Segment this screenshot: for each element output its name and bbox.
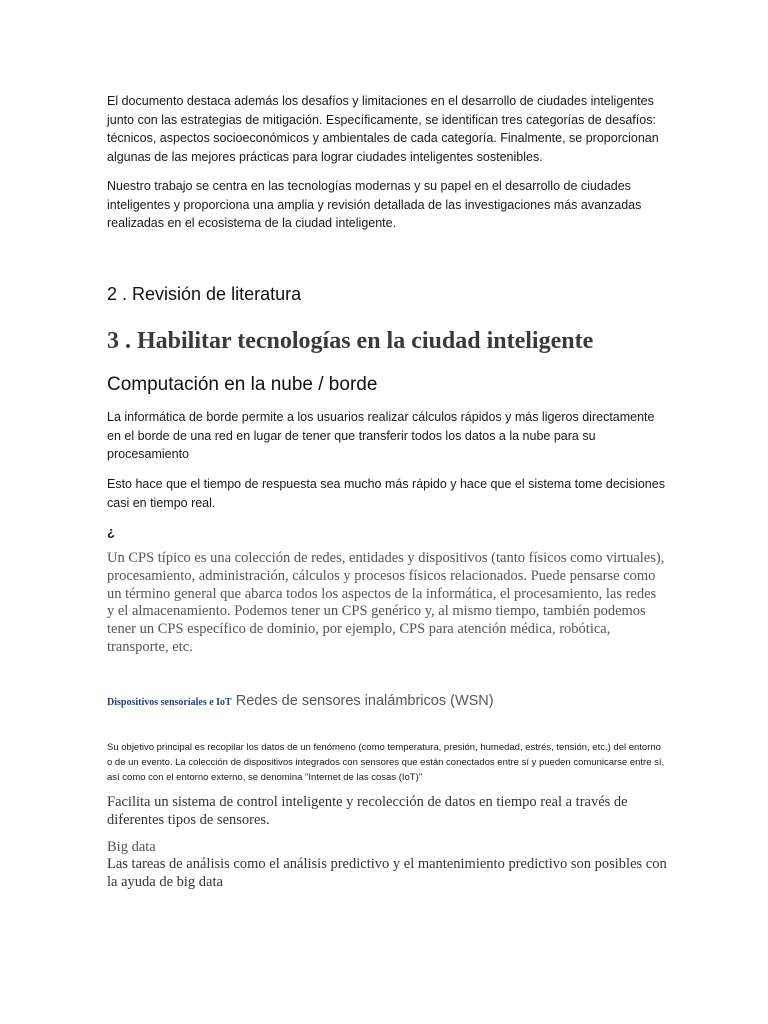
- big-data-title: Big data: [107, 839, 156, 855]
- heading-enabling-technologies: 3 . Habilitar tecnologías en la ciudad inteligente: [107, 328, 594, 354]
- iot-heading-row: [107, 692, 667, 710]
- cloud-paragraph-2: Esto hace que el tiempo de respuesta sea mucho más rápido y hace que el sistema tome decisiones casi en tiempo real.: [107, 477, 665, 510]
- question-mark: ¿: [107, 524, 115, 539]
- subheading-cloud-edge: Computación en la nube / borde: [107, 374, 378, 395]
- iot-paragraph: Su objetivo principal es recopilar los datos de un fenómeno (como temperatura, presión, humedad, estrés, tensión, etc.) del entorno o de un evento. La colección de dispositivos integrados con sensores que están conectados entre sí y pueden comunicarse entre sí, así como con el entorno externo, se denomina "Internet de las cosas (IoT)": [107, 742, 665, 783]
- wsn-label: Redes de sensores inalámbricos (WSN): [235, 693, 494, 709]
- big-data-paragraph: Las tareas de análisis como el análisis predictivo y el mantenimiento predictivo son posibles con la ayuda de big data: [107, 856, 667, 890]
- cps-paragraph: Un CPS típico es una colección de redes, entidades y dispositivos (tanto físicos como virtuales), procesamiento, administración, cálculos y procesos físicos relacionados. Puede pensarse como un término general que abarca todos los aspectos de la informática, el procesamiento, las redes y el almacenamiento. Podemos tener un CPS genérico y, al mismo tiempo, también podemos tener un CPS específico de dominio, por ejemplo, CPS para atención médica, robótica, transporte, etc.: [107, 550, 665, 655]
- intro-paragraph-1: El documento destaca además los desafíos y limitaciones en el desarrollo de ciudades inteligentes junto con las estrategias de mitigación. Específicamente, se identifican tres categorías de desafíos: técnicos, aspectos socioeconómicos y ambientales de cada categoría. Finalmente, se proporcionan algunas de las mejores prácticas para lograr ciudades inteligentes sostenibles.: [107, 94, 659, 164]
- control-paragraph: Facilita un sistema de control inteligente y recolección de datos en tiempo real a través de diferentes tipos de sensores.: [107, 794, 628, 828]
- intro-paragraph-2: Nuestro trabajo se centra en las tecnologías modernas y su papel en el desarrollo de ciudades inteligentes y proporciona una amplia y revisión detallada de las investigaciones más avanzadas realizadas en el ecosistema de la ciudad inteligente.: [107, 179, 642, 230]
- heading-literature-review: 2 . Revisión de literatura: [107, 284, 302, 304]
- iot-label: Dispositivos sensoriales e IoT: [107, 697, 232, 708]
- cloud-paragraph-1: La informática de borde permite a los usuarios realizar cálculos rápidos y más ligeros directamente en el borde de una red en lugar de tener que transferir todos los datos a la nube para su procesamiento: [107, 410, 655, 461]
